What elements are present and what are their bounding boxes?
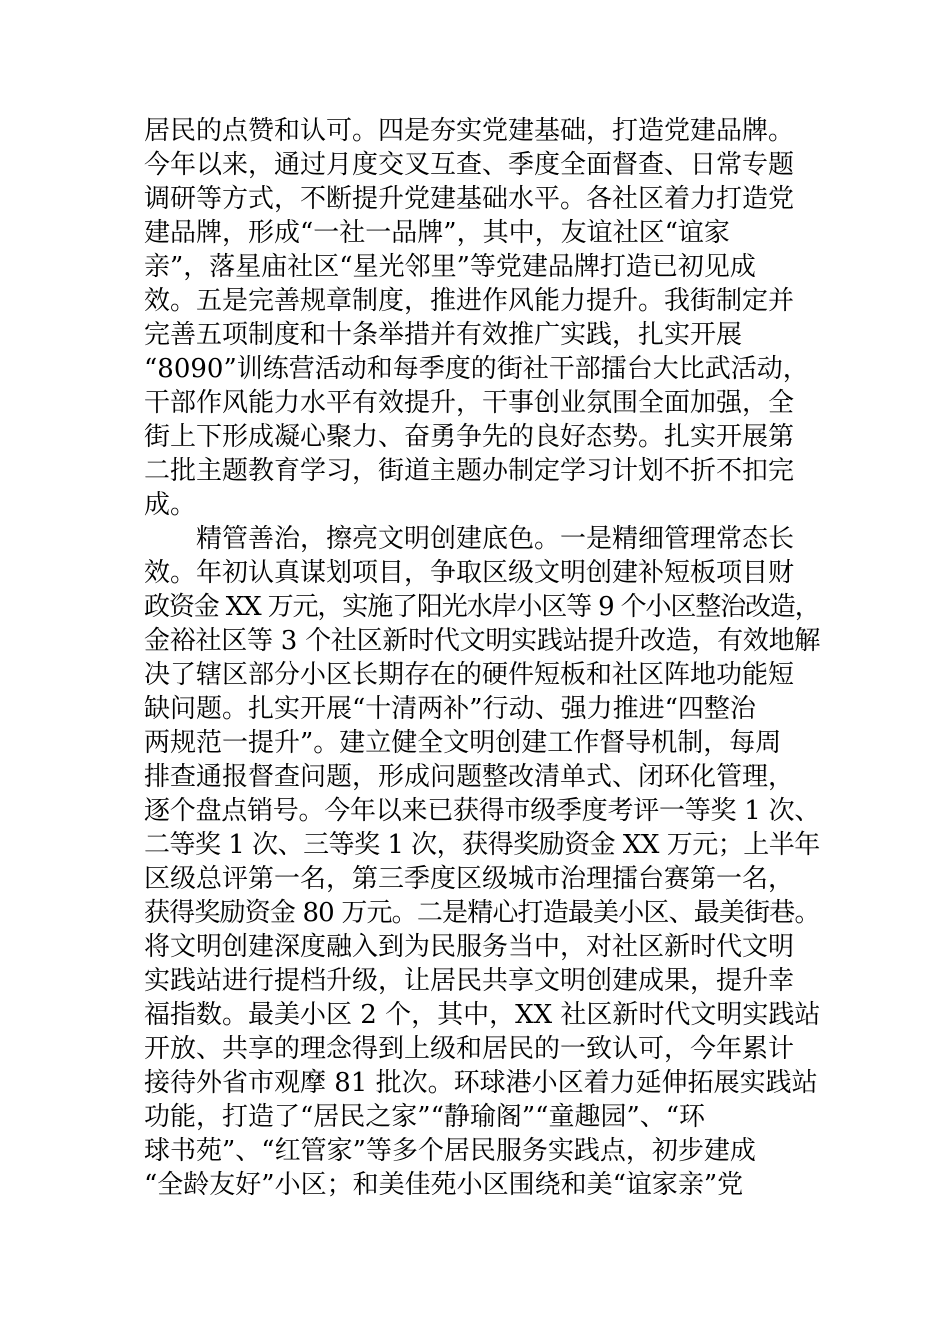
text-line: 接待外省市观摩 81 批次。环球港小区着力延伸拓展实践站 [144,1068,818,1098]
text-line: 排查通报督查问题，形成问题整改清单式、闭环化管理， [144,762,795,792]
text-line: 二等奖 1 次、三等奖 1 次，获得奖励资金 XX 万元；上半年 [144,830,820,860]
paragraph-start-line: 精管善治，擦亮文明创建底色。一是精细管理常态长 [144,524,795,554]
text-line: 决了辖区部分小区长期存在的硬件短板和社区阵地功能短 [144,660,795,690]
text-line: 金裕社区等 3 个社区新时代文明实践站提升改造，有效地解 [144,626,821,656]
text-line: 缺问题。扎实开展“十清两补”行动、强力推进“四整治 [144,694,756,724]
text-line: 逐个盘点销号。今年以来已获得市级季度考评一等奖 1 次、 [144,796,821,826]
text-line: 效。年初认真谋划项目，争取区级文明创建补短板项目财 [144,558,795,588]
text-line: 效。五是完善规章制度，推进作风能力提升。我街制定并 [144,286,795,316]
text-line: 福指数。最美小区 2 个，其中，XX 社区新时代文明实践站 [144,1000,821,1030]
text-line: 功能，打造了“居民之家”“静瑜阁”“童趣园”、“环 [144,1102,706,1132]
text-line: 调研等方式，不断提升党建基础水平。各社区着力打造党 [144,184,795,214]
document-body [144,114,820,1202]
text-line: 开放、共享的理念得到上级和居民的一致认可，今年累计 [144,1034,795,1064]
text-line: 区级总评第一名，第三季度区级城市治理擂台赛第一名， [144,864,795,894]
text-line: 成。 [144,490,197,520]
text-line: 两规范一提升”。建立健全文明创建工作督导机制，每周 [144,728,782,758]
text-line: 建品牌，形成“一社一品牌”，其中，友谊社区“谊家 [144,218,730,248]
text-line: 球书苑”、“红管家”等多个居民服务实践点，初步建成 [144,1136,756,1166]
text-line: 二批主题教育学习，街道主题办制定学习计划不折不扣完 [144,456,795,486]
text-line: 居民的点赞和认可。四是夯实党建基础，打造党建品牌。 [144,116,795,146]
text-line: 今年以来，通过月度交叉互查、季度全面督查、日常专题 [144,150,795,180]
text-line: 干部作风能力水平有效提升，干事创业氛围全面加强，全 [144,388,795,418]
text-line: 实践站进行提档升级，让居民共享文明创建成果，提升幸 [144,966,795,996]
text-line: “8090”训练营活动和每季度的街社干部擂台大比武活动， [144,354,809,384]
text-line: 将文明创建深度融入到为民服务当中，对社区新时代文明 [144,932,795,962]
text-line: “全龄友好”小区；和美佳苑小区围绕和美“谊家亲”党 [144,1170,744,1200]
text-line: 亲”，落星庙社区“星光邻里”等党建品牌打造已初见成 [144,252,756,282]
text-line: 政资金 XX 万元，实施了阳光水岸小区等 9 个小区整治改造， [144,592,820,622]
text-line: 街上下形成凝心聚力、奋勇争先的良好态势。扎实开展第 [144,422,795,452]
text-line: 获得奖励资金 80 万元。二是精心打造最美小区、最美街巷。 [144,898,820,928]
text-line: 完善五项制度和十条举措并有效推广实践，扎实开展 [144,320,743,350]
